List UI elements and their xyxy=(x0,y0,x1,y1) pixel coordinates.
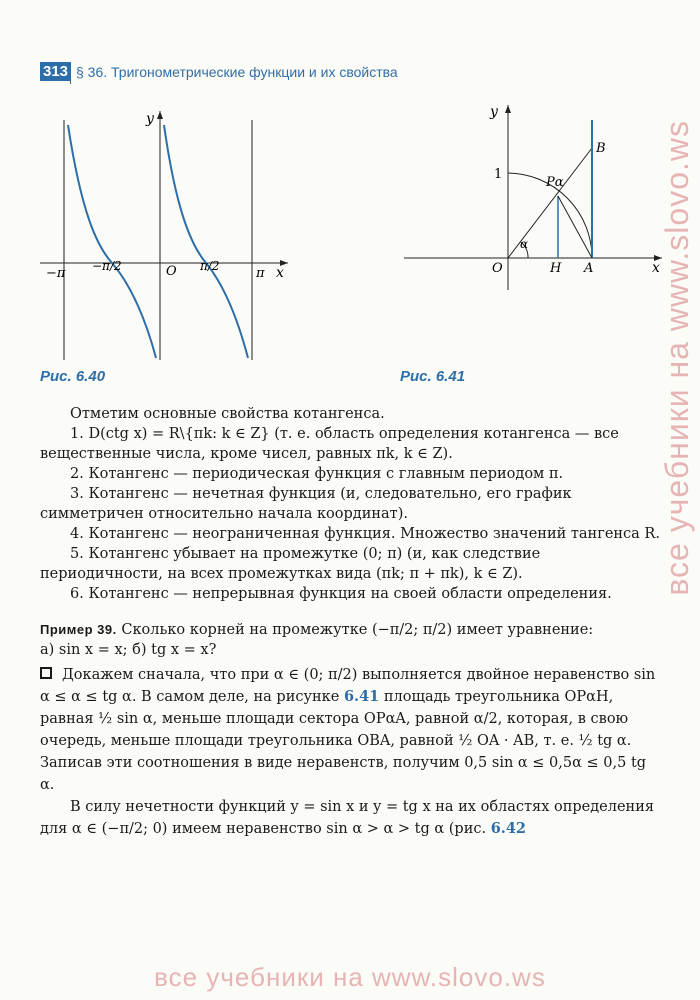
label-a: A xyxy=(584,261,594,276)
y-axis-label: y xyxy=(490,104,498,120)
figure-6-40 xyxy=(36,105,296,365)
proof-text-1: Докажем сначала, что при α ∈ (0; π/2) выполняется двойное неравенство sin α ≤ α ≤ tg α. В самом деле, на рисунке xyxy=(40,667,656,705)
figure-6-41-caption: Рис. 6.41 xyxy=(400,368,466,385)
example-parts: а) sin x = x; б) tg x = x? xyxy=(40,642,217,658)
property-4: 4. Котангенс — неограниченная функция. Множество значений тангенса R. xyxy=(70,526,660,542)
figure-6-41 xyxy=(400,100,670,300)
x-axis-label: x xyxy=(276,265,284,281)
example-statement xyxy=(40,620,662,640)
watermark-bottom[interactable]: все учебники на www.slovo.ws xyxy=(154,962,546,992)
figure-reference-2[interactable]: 6.42 xyxy=(490,820,527,837)
tick-neg-half-pi: −π/2 xyxy=(92,259,122,273)
example-text: Сколько корней на промежутке (−π/2; π/2) имеет уравнение: xyxy=(121,622,594,638)
segment-pa xyxy=(558,196,592,258)
label-origin: O xyxy=(492,261,503,276)
property-5: 5. Котангенс убывает на промежутке (0; π) (и, как следствие периодичности, на всех промежутках вида (πk; π + πk), k ∈ Z). xyxy=(40,546,541,582)
figure-6-40-caption: Рис. 6.40 xyxy=(40,368,106,385)
figure-reference[interactable]: 6.41 xyxy=(343,688,380,705)
origin-label: O xyxy=(166,264,177,279)
body-text xyxy=(40,404,662,840)
label-alpha: α xyxy=(520,237,529,251)
property-2: 2. Котангенс — периодическая функция с главным периодом π. xyxy=(70,466,564,482)
y-axis-label: y xyxy=(146,111,154,127)
section-title: § 36. Тригонометрические функции и их свойства xyxy=(76,64,398,80)
cot-branch-right xyxy=(164,125,248,358)
y-arrow-icon xyxy=(157,111,163,119)
cot-branch-left xyxy=(68,125,156,358)
label-h: H xyxy=(550,261,562,276)
proof-text-3: В силу нечетности функций y = sin x и y = tg x на их областях определения для α ∈ (−π/2; 0) имеем неравенство sin α > α > tg α (рис. xyxy=(40,799,655,837)
label-b: B xyxy=(596,141,606,156)
proof-text-2: площадь треугольника OPαH, равная ½ sin α, меньше площади сектора OPαA, равной α/2, которая, в свою очередь, меньше площади треугольника OBA, равной ½ OA · AB, т. е. ½ tg α. Записав эти соотношения в виде неравенств, получим 0,5 sin α ≤ 0,5α ≤ 0,5 tg α. xyxy=(40,689,647,793)
watermark-side: все учебники на www.slovo.ws xyxy=(659,120,695,596)
label-one: 1 xyxy=(494,167,503,182)
property-1: 1. D(ctg x) = R\{πk: k ∈ Z} (т. е. область определения котангенса — все вещественные числа, кроме чисел, равных πk, k ∈ Z). xyxy=(40,426,619,462)
example-label: Пример 39. xyxy=(40,622,117,637)
intro: Отметим основные свойства котангенса. xyxy=(70,406,385,422)
label-p-alpha: Pα xyxy=(546,175,564,190)
property-3: 3. Котангенс — нечетная функция (и, следовательно, его график симметричен относительно начала координат). xyxy=(40,486,572,522)
y-arrow-icon xyxy=(505,105,511,113)
proof-paragraph-2 xyxy=(40,796,662,840)
header-divider xyxy=(70,62,71,84)
tick-half-pi: π/2 xyxy=(200,259,220,273)
proof-start-icon xyxy=(40,667,52,679)
property-6: 6. Котангенс — непрерывная функция на своей области определения. xyxy=(70,586,612,602)
page-number: 313 xyxy=(40,62,71,81)
x-axis-label: x xyxy=(652,260,660,276)
tick-neg-pi: −π xyxy=(46,266,66,281)
tick-pi: π xyxy=(256,266,265,281)
proof-paragraph xyxy=(40,664,662,796)
